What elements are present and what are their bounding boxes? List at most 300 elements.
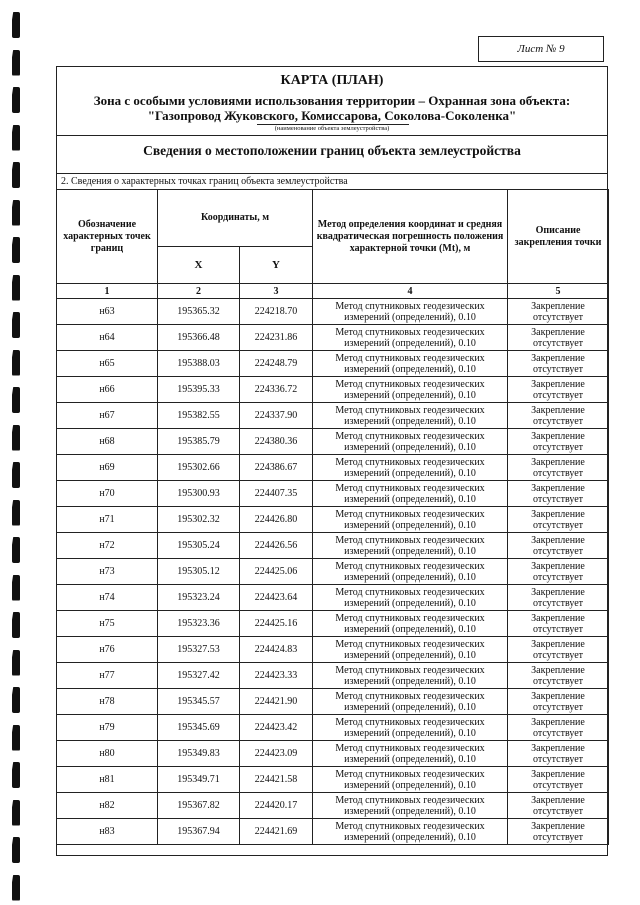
divider xyxy=(57,135,607,136)
table-row xyxy=(57,741,609,767)
y-cell xyxy=(240,377,313,403)
table-row xyxy=(57,455,609,481)
x-cell xyxy=(158,689,240,715)
method-line: измерений (определений), 0.10 xyxy=(344,467,476,479)
binding-hole xyxy=(12,12,20,38)
x-value: 195388.03 xyxy=(177,358,220,369)
table-caption: 2. Сведения о характерных точках границ объекта землеустройства xyxy=(61,176,348,187)
method-line: Метод спутниковых геодезических xyxy=(335,742,485,754)
binding-hole xyxy=(12,162,20,188)
binding-hole xyxy=(12,687,20,713)
description-line: отсутствует xyxy=(533,571,584,583)
y-value: 224380.36 xyxy=(254,436,298,447)
method-line: измерений (определений), 0.10 xyxy=(344,805,476,817)
binding-hole xyxy=(12,125,20,151)
description-cell xyxy=(508,689,609,715)
x-cell xyxy=(158,767,240,793)
point-label: н64 xyxy=(99,332,115,343)
col-method-header: Метод определения координат и средняя квадратическая погрешность положения характерной точки (Mt), м xyxy=(313,190,508,284)
binding-hole xyxy=(12,875,20,901)
method-line: измерений (определений), 0.10 xyxy=(344,831,476,843)
y-value: 224337.90 xyxy=(254,410,298,421)
x-cell xyxy=(158,481,240,507)
point-label: н70 xyxy=(99,488,115,499)
y-cell xyxy=(240,793,313,819)
method-line: измерений (определений), 0.10 xyxy=(344,441,476,453)
x-value: 195345.57 xyxy=(177,696,220,707)
method-cell xyxy=(313,481,508,507)
method-line: измерений (определений), 0.10 xyxy=(344,753,476,765)
point-label: н80 xyxy=(99,748,115,759)
method-line: Метод спутниковых геодезических xyxy=(335,820,485,832)
point-cell xyxy=(57,481,158,507)
y-cell xyxy=(240,767,313,793)
point-cell xyxy=(57,299,158,325)
binding-hole xyxy=(12,50,20,76)
method-line: измерений (определений), 0.10 xyxy=(344,623,476,635)
method-cell xyxy=(313,715,508,741)
y-cell xyxy=(240,585,313,611)
method-line: Метод спутниковых геодезических xyxy=(335,638,485,650)
x-cell xyxy=(158,637,240,663)
method-line: измерений (определений), 0.10 xyxy=(344,675,476,687)
description-line: отсутствует xyxy=(533,389,584,401)
y-cell xyxy=(240,689,313,715)
x-cell xyxy=(158,429,240,455)
subtitle-line-2: "Газопровод Жуковского, Комиссарова, Соколова-Соколенка" xyxy=(147,108,517,123)
description-cell xyxy=(508,533,609,559)
method-line: Метод спутниковых геодезических xyxy=(335,560,485,572)
binding-hole xyxy=(12,387,20,413)
method-cell xyxy=(313,559,508,585)
point-label: н71 xyxy=(99,514,115,525)
method-cell xyxy=(313,325,508,351)
description-cell xyxy=(508,377,609,403)
description-line: Закрепление xyxy=(531,560,585,572)
y-cell xyxy=(240,507,313,533)
method-cell xyxy=(313,793,508,819)
point-label: н77 xyxy=(99,670,115,681)
point-label: н83 xyxy=(99,826,115,837)
table-row xyxy=(57,689,609,715)
section-title: Сведения о местоположении границ объекта землеустройства xyxy=(143,143,521,158)
table-row xyxy=(57,611,609,637)
binding-hole xyxy=(12,312,20,338)
description-line: Закрепление xyxy=(531,742,585,754)
y-value: 224423.42 xyxy=(254,722,298,733)
y-cell xyxy=(240,715,313,741)
table-row xyxy=(57,533,609,559)
point-label: н65 xyxy=(99,358,115,369)
description-line: отсутствует xyxy=(533,415,584,427)
x-value: 195395.33 xyxy=(177,384,220,395)
description-line: отсутствует xyxy=(533,363,584,375)
method-line: измерений (определений), 0.10 xyxy=(344,571,476,583)
point-cell xyxy=(57,819,158,845)
method-line: Метод спутниковых геодезических xyxy=(335,768,485,780)
description-line: Закрепление xyxy=(531,690,585,702)
x-cell xyxy=(158,819,240,845)
description-line: отсутствует xyxy=(533,701,584,713)
x-cell xyxy=(158,455,240,481)
description-cell xyxy=(508,559,609,585)
point-cell xyxy=(57,767,158,793)
x-cell xyxy=(158,663,240,689)
method-line: Метод спутниковых геодезических xyxy=(335,456,485,468)
x-value: 195345.69 xyxy=(177,722,220,733)
binding-hole xyxy=(12,462,20,488)
x-cell xyxy=(158,325,240,351)
y-value: 224407.35 xyxy=(254,488,298,499)
table-row xyxy=(57,637,609,663)
binding-hole xyxy=(12,575,20,601)
y-cell xyxy=(240,663,313,689)
x-value: 195365.32 xyxy=(177,306,220,317)
x-cell xyxy=(158,715,240,741)
description-line: Закрепление xyxy=(531,586,585,598)
point-cell xyxy=(57,533,158,559)
binding-hole xyxy=(12,762,20,788)
description-line: Закрепление xyxy=(531,456,585,468)
method-line: Метод спутниковых геодезических xyxy=(335,404,485,416)
table-row xyxy=(57,663,609,689)
method-line: Метод спутниковых геодезических xyxy=(335,716,485,728)
y-value: 224426.80 xyxy=(254,514,298,525)
method-line: измерений (определений), 0.10 xyxy=(344,597,476,609)
method-line: Метод спутниковых геодезических xyxy=(335,326,485,338)
method-line: измерений (определений), 0.10 xyxy=(344,311,476,323)
sheet-number-box xyxy=(478,36,604,62)
description-cell xyxy=(508,585,609,611)
description-line: отсутствует xyxy=(533,493,584,505)
y-cell xyxy=(240,559,313,585)
x-value: 195302.66 xyxy=(177,462,220,473)
col-description-header: Описание закрепления точки xyxy=(508,190,609,284)
point-cell xyxy=(57,559,158,585)
method-line: Метод спутниковых геодезических xyxy=(335,352,485,364)
description-line: Закрепление xyxy=(531,820,585,832)
x-cell xyxy=(158,403,240,429)
x-value: 195327.53 xyxy=(177,644,220,655)
point-label: н63 xyxy=(99,306,115,317)
x-value: 195385.79 xyxy=(177,436,220,447)
method-cell xyxy=(313,429,508,455)
point-cell xyxy=(57,637,158,663)
document-frame xyxy=(56,66,608,856)
description-cell xyxy=(508,819,609,845)
column-number: 4 xyxy=(313,284,508,299)
table-row xyxy=(57,481,609,507)
y-value: 224421.69 xyxy=(254,826,298,837)
x-cell xyxy=(158,611,240,637)
point-label: н81 xyxy=(99,774,115,785)
description-cell xyxy=(508,325,609,351)
description-cell xyxy=(508,455,609,481)
description-line: отсутствует xyxy=(533,519,584,531)
description-line: Закрепление xyxy=(531,430,585,442)
binding-hole xyxy=(12,725,20,751)
description-line: отсутствует xyxy=(533,467,584,479)
description-line: отсутствует xyxy=(533,779,584,791)
description-line: Закрепление xyxy=(531,534,585,546)
table-row xyxy=(57,429,609,455)
x-cell xyxy=(158,377,240,403)
y-value: 224420.17 xyxy=(254,800,298,811)
x-cell xyxy=(158,793,240,819)
divider xyxy=(57,173,607,174)
description-cell xyxy=(508,793,609,819)
description-line: отсутствует xyxy=(533,675,584,687)
method-line: измерений (определений), 0.10 xyxy=(344,363,476,375)
method-cell xyxy=(313,585,508,611)
x-cell xyxy=(158,351,240,377)
method-cell xyxy=(313,767,508,793)
point-cell xyxy=(57,325,158,351)
y-value: 224423.33 xyxy=(254,670,298,681)
y-cell xyxy=(240,455,313,481)
x-cell xyxy=(158,299,240,325)
col-x-header: X xyxy=(158,247,240,284)
description-line: Закрепление xyxy=(531,378,585,390)
point-label: н75 xyxy=(99,618,115,629)
description-line: отсутствует xyxy=(533,337,584,349)
x-value: 195327.42 xyxy=(177,670,220,681)
point-cell xyxy=(57,585,158,611)
x-value: 195305.12 xyxy=(177,566,220,577)
y-value: 224423.64 xyxy=(254,592,298,603)
column-number: 3 xyxy=(240,284,313,299)
x-cell xyxy=(158,507,240,533)
point-cell xyxy=(57,351,158,377)
method-line: измерений (определений), 0.10 xyxy=(344,727,476,739)
point-label: н67 xyxy=(99,410,115,421)
description-line: Закрепление xyxy=(531,664,585,676)
description-line: отсутствует xyxy=(533,805,584,817)
point-cell xyxy=(57,715,158,741)
method-cell xyxy=(313,403,508,429)
point-label: н66 xyxy=(99,384,115,395)
method-cell xyxy=(313,507,508,533)
binding-hole xyxy=(12,650,20,676)
description-line: Закрепление xyxy=(531,638,585,650)
method-line: измерений (определений), 0.10 xyxy=(344,415,476,427)
method-line: Метод спутниковых геодезических xyxy=(335,508,485,520)
description-line: отсутствует xyxy=(533,727,584,739)
description-cell xyxy=(508,351,609,377)
col-point-header: Обозначение характерных точек границ xyxy=(57,190,158,284)
point-cell xyxy=(57,403,158,429)
method-line: измерений (определений), 0.10 xyxy=(344,493,476,505)
method-line: Метод спутниковых геодезических xyxy=(335,586,485,598)
description-line: отсутствует xyxy=(533,649,584,661)
point-label: н69 xyxy=(99,462,115,473)
point-label: н78 xyxy=(99,696,115,707)
x-cell xyxy=(158,533,240,559)
description-line: Закрепление xyxy=(531,404,585,416)
description-line: Закрепление xyxy=(531,612,585,624)
method-line: измерений (определений), 0.10 xyxy=(344,519,476,531)
method-cell xyxy=(313,533,508,559)
x-cell xyxy=(158,559,240,585)
binding-hole xyxy=(12,500,20,526)
table-row xyxy=(57,403,609,429)
description-cell xyxy=(508,741,609,767)
x-value: 195367.94 xyxy=(177,826,220,837)
binding-hole xyxy=(12,200,20,226)
method-line: Метод спутниковых геодезических xyxy=(335,612,485,624)
binding-hole xyxy=(12,800,20,826)
method-line: измерений (определений), 0.10 xyxy=(344,779,476,791)
y-value: 224424.83 xyxy=(254,644,298,655)
column-number: 1 xyxy=(57,284,158,299)
description-line: Закрепление xyxy=(531,794,585,806)
description-line: Закрепление xyxy=(531,326,585,338)
y-cell xyxy=(240,637,313,663)
x-value: 195366.48 xyxy=(177,332,220,343)
point-label: н82 xyxy=(99,800,115,811)
point-cell xyxy=(57,689,158,715)
y-value: 224425.06 xyxy=(254,566,298,577)
y-value: 224423.09 xyxy=(254,748,298,759)
point-cell xyxy=(57,741,158,767)
table-row xyxy=(57,793,609,819)
point-label: н68 xyxy=(99,436,115,447)
col-coords-header: Координаты, м xyxy=(158,190,313,247)
y-cell xyxy=(240,299,313,325)
method-line: Метод спутниковых геодезических xyxy=(335,482,485,494)
document-title: КАРТА (ПЛАН) xyxy=(280,73,384,88)
x-value: 195349.71 xyxy=(177,774,220,785)
point-cell xyxy=(57,793,158,819)
table-row xyxy=(57,351,609,377)
y-value: 224425.16 xyxy=(254,618,298,629)
table-row xyxy=(57,715,609,741)
x-cell xyxy=(158,741,240,767)
point-label: н76 xyxy=(99,644,115,655)
description-cell xyxy=(508,481,609,507)
method-cell xyxy=(313,741,508,767)
method-line: измерений (определений), 0.10 xyxy=(344,545,476,557)
y-value: 224218.70 xyxy=(254,306,298,317)
x-value: 195323.24 xyxy=(177,592,220,603)
method-line: Метод спутниковых геодезических xyxy=(335,690,485,702)
point-cell xyxy=(57,377,158,403)
column-number: 2 xyxy=(158,284,240,299)
binding-hole xyxy=(12,350,20,376)
description-cell xyxy=(508,429,609,455)
point-label: н74 xyxy=(99,592,115,603)
binding-hole xyxy=(12,237,20,263)
description-line: отсутствует xyxy=(533,831,584,843)
description-line: Закрепление xyxy=(531,300,585,312)
method-line: измерений (определений), 0.10 xyxy=(344,701,476,713)
y-value: 224421.90 xyxy=(254,696,298,707)
x-value: 195382.55 xyxy=(177,410,220,421)
description-line: Закрепление xyxy=(531,508,585,520)
description-cell xyxy=(508,715,609,741)
binding-hole xyxy=(12,87,20,113)
table-row xyxy=(57,299,609,325)
description-cell xyxy=(508,507,609,533)
y-value: 224386.67 xyxy=(254,462,298,473)
y-cell xyxy=(240,533,313,559)
description-cell xyxy=(508,767,609,793)
method-line: Метод спутниковых геодезических xyxy=(335,794,485,806)
y-cell xyxy=(240,819,313,845)
binding-hole xyxy=(12,275,20,301)
y-cell xyxy=(240,429,313,455)
x-value: 195323.36 xyxy=(177,618,220,629)
document-subtitle xyxy=(57,93,607,123)
y-cell xyxy=(240,611,313,637)
y-value: 224426.56 xyxy=(254,540,298,551)
method-cell xyxy=(313,637,508,663)
y-cell xyxy=(240,741,313,767)
x-value: 195302.32 xyxy=(177,514,220,525)
description-line: отсутствует xyxy=(533,545,584,557)
table-row xyxy=(57,767,609,793)
coordinates-table xyxy=(56,189,609,845)
description-line: Закрепление xyxy=(531,768,585,780)
description-line: отсутствует xyxy=(533,597,584,609)
description-line: Закрепление xyxy=(531,352,585,364)
method-cell xyxy=(313,663,508,689)
name-caption: (наименование объекта землеустройства) xyxy=(274,125,390,132)
point-label: н73 xyxy=(99,566,115,577)
y-value: 224231.86 xyxy=(254,332,298,343)
y-cell xyxy=(240,351,313,377)
method-cell xyxy=(313,455,508,481)
description-cell xyxy=(508,663,609,689)
point-cell xyxy=(57,611,158,637)
y-value: 224336.72 xyxy=(254,384,298,395)
description-line: отсутствует xyxy=(533,441,584,453)
method-line: Метод спутниковых геодезических xyxy=(335,534,485,546)
method-line: измерений (определений), 0.10 xyxy=(344,337,476,349)
method-line: измерений (определений), 0.10 xyxy=(344,389,476,401)
y-value: 224421.58 xyxy=(254,774,298,785)
method-line: Метод спутниковых геодезических xyxy=(335,300,485,312)
table-row xyxy=(57,585,609,611)
column-number: 5 xyxy=(508,284,609,299)
sheet-number-label: Лист № 9 xyxy=(517,43,565,55)
point-cell xyxy=(57,507,158,533)
x-value: 195305.24 xyxy=(177,540,220,551)
table-row xyxy=(57,559,609,585)
subtitle-line-1: Зона с особыми условиями использования территории – Охранная зона объекта: xyxy=(93,93,571,108)
table-row xyxy=(57,325,609,351)
description-cell xyxy=(508,611,609,637)
y-value: 224248.79 xyxy=(254,358,298,369)
description-line: отсутствует xyxy=(533,753,584,765)
x-value: 195300.93 xyxy=(177,488,220,499)
x-value: 195349.83 xyxy=(177,748,220,759)
binding-hole xyxy=(12,537,20,563)
point-label: н79 xyxy=(99,722,115,733)
y-cell xyxy=(240,481,313,507)
table-row xyxy=(57,819,609,845)
table-row xyxy=(57,377,609,403)
description-cell xyxy=(508,299,609,325)
method-line: Метод спутниковых геодезических xyxy=(335,430,485,442)
method-cell xyxy=(313,299,508,325)
method-cell xyxy=(313,611,508,637)
binding-hole xyxy=(12,612,20,638)
method-cell xyxy=(313,377,508,403)
description-line: отсутствует xyxy=(533,623,584,635)
point-label: н72 xyxy=(99,540,115,551)
binding-holes xyxy=(0,0,40,905)
